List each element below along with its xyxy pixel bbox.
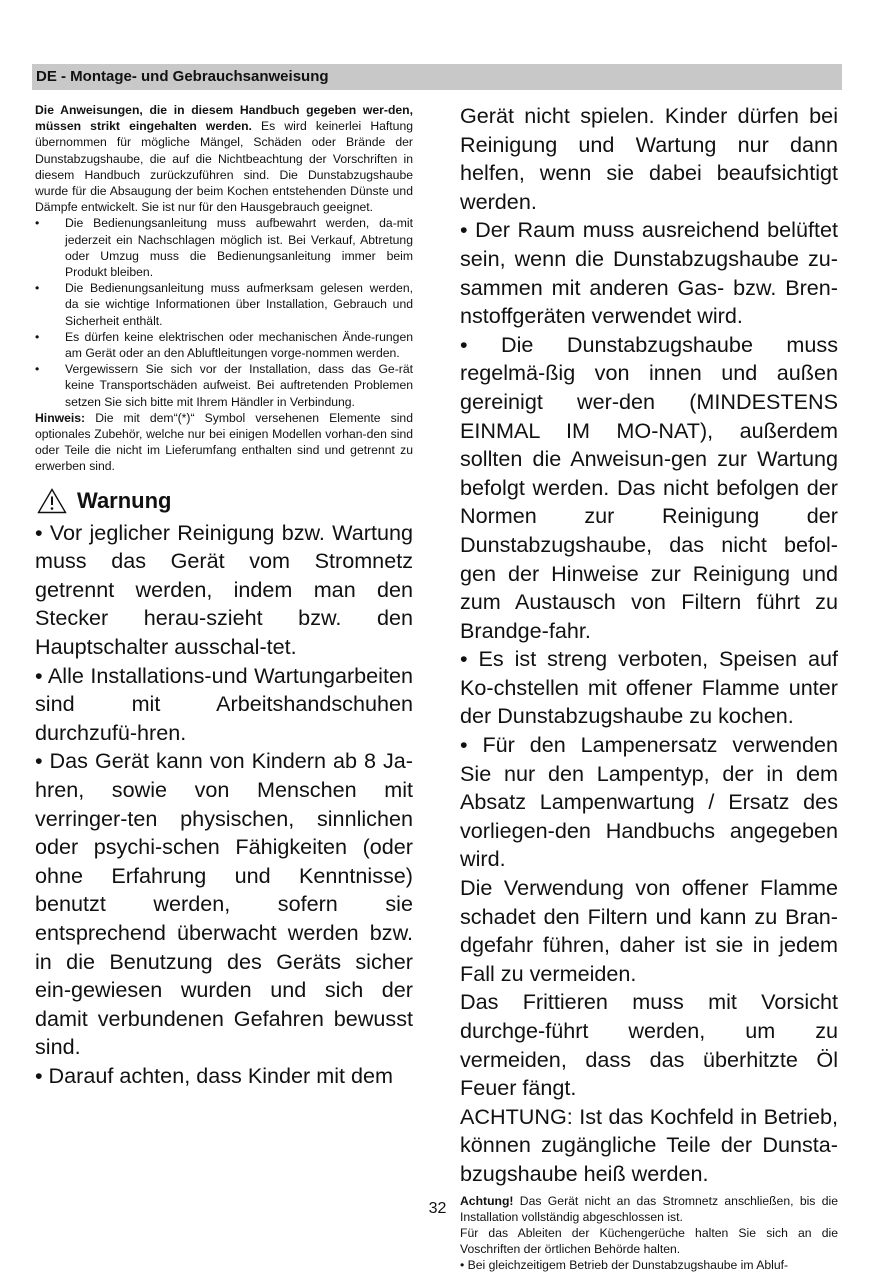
warning-title: Warnung: [77, 487, 172, 513]
safety-paragraph: • Für den Lampenersatz verwenden Sie nur den Lampentyp, der in dem Absatz Lampenwartung / Ersatz des vorliegen-den Handbuchs angegeben wird.: [460, 732, 838, 872]
caution-text: Das Gerät nicht an das Stromnetz anschließen, bis die Installation vollständig abgeschlossen ist.: [460, 1193, 838, 1224]
bullet-icon: •: [35, 216, 40, 231]
warning-triangle-icon: [37, 488, 67, 514]
hint-paragraph: [35, 410, 413, 475]
intro-bold-text: Die Anweisungen, die in diesem Handbuch gegeben wer-den, müssen strikt eingehalten werden.: [35, 103, 413, 134]
hint-label: Hinweis:: [35, 410, 86, 425]
safety-paragraph: • Die Dunstabzugshaube muss regelmä-ßig von innen und außen gereinigt wer-den (MINDESTENS EINMAL IM MO-NAT), außerdem sollten die Anweisun-gen zur Wartung befolgt werden. Das nicht befolgen der Normen zur Reinigung der Dunstabzugshaube, das nicht befol-gen der Hinweise zur Reinigung und zum Austausch von Filtern führt zu Brandge-fahr.: [460, 331, 838, 643]
bullet-icon: •: [35, 281, 40, 296]
caution-label: Achtung!: [460, 1193, 514, 1208]
safety-paragraph: Das Frittieren muss mit Vorsicht durchge-führt werden, um zu vermeiden, dass das überhitzte Öl Feuer fängt.: [460, 989, 838, 1101]
safety-paragraph: ACHTUNG: Ist das Kochfeld in Betrieb, können zugängliche Teile der Dunsta-bzugshaube heiß werden.: [460, 1103, 838, 1186]
page-number: 32: [428, 1200, 447, 1217]
left-column: [35, 102, 413, 1091]
safety-paragraph: Die Verwendung von offener Flamme schadet den Filtern und kann zu Bran-dgefahr führen, daher ist sie in jedem Fall zu vermeiden.: [460, 875, 838, 986]
bullet-icon: •: [35, 329, 40, 344]
hint-text: Die mit dem“(*)“ Symbol versehenen Elemente sind optionales Zubehör, welche nur bei einigen Modellen vorhan-den sind oder Teile die nicht im Lieferumfang enthalten sind und getrennt zu erwerben sind.: [35, 410, 413, 474]
note-paragraph: Für das Ableiten der Küchengerüche halten Sie sich an die Voschriften der örtlichen Behörde halten.: [460, 1225, 838, 1257]
safety-paragraph: • Der Raum muss ausreichend belüftet sein, wenn die Dunstabzugshaube zu-sammen mit anderen Gas- bzw. Bren-nstoffgeräten verwendet wird.: [460, 217, 838, 329]
note-paragraph: • Bei gleichzeitigem Betrieb der Dunstabzugshaube im Abluf-: [460, 1258, 789, 1273]
list-item: • Vergewissern Sie sich vor der Installation, dass das Ge-rät keine Transportschäden aufweist. Bei auftretenden Problemen setzen Sie sich bitte mit Ihrem Händler in Verbindung.: [35, 362, 413, 409]
warning-heading: [37, 487, 413, 515]
instruction-list: [35, 215, 413, 409]
safety-paragraph: Gerät nicht spielen. Kinder dürfen bei Reinigung und Wartung nur dann helfen, wenn sie dabei beaufsichtigt werden.: [460, 103, 838, 214]
warning-paragraph: • Vor jeglicher Reinigung bzw. Wartung muss das Gerät vom Stromnetz getrennt werden, indem man den Stecker herau-szieht bzw. den Hauptschalter ausschal-tet.: [35, 519, 413, 660]
intro-paragraph: [35, 102, 413, 215]
right-column: [460, 102, 838, 1274]
safety-block: [460, 102, 838, 1189]
section-header: DE - Montage- und Gebrauchsanweisung: [32, 64, 842, 90]
list-item: • Die Bedienungsanleitung muss aufmerksam gelesen werden, da sie wichtige Informationen über Installation, Gebrauch und Sicherheit enthält.: [35, 281, 413, 328]
safety-paragraph: • Es ist streng verboten, Speisen auf Ko-chstellen mit offener Flamme unter der Dunstabzugshaube zu kochen.: [460, 646, 838, 729]
warning-paragraph: • Alle Installations-und Wartungarbeiten sind mit Arbeitshandschuhen durchzufü-hren.: [35, 662, 413, 745]
list-item: • Die Bedienungsanleitung muss aufbewahrt werden, da-mit jederzeit ein Nachschlagen möglich ist. Bei Verkauf, Abtretung oder Umzug muss die Bedienungsanleitung immer beim Produkt bleiben.: [35, 216, 413, 280]
bullet-icon: •: [35, 362, 40, 377]
intro-block: [35, 102, 413, 475]
list-item: • Es dürfen keine elektrischen oder mechanischen Ände-rungen am Gerät oder an den Abluftleitungen vorge-nommen werden.: [35, 329, 413, 361]
warning-block: [35, 519, 413, 1091]
intro-text: Es wird keinerlei Haftung übernommen für mögliche Mängel, Schäden oder Brände der Dunstabzugshaube, die auf die Nichtbeachtung der Vorschriften in diesem Handbuch zurückzuführen sind. Die Dunstabzugshaube wurde für die Absaugung der beim Kochen entstehenden Dünste und Dämpfe entwickelt. Sie ist nur für den Hausgebrauch geeignet.: [35, 119, 414, 215]
warning-paragraph: • Das Gerät kann von Kindern ab 8 Ja-hren, sowie von Menschen mit verringer-ten physischen, sinnlichen oder psychi-schen Fähigkeiten (oder ohne Erfahrung und Kenntnisse) benutzt werden, sofern sie entsprechend überwacht werden bzw. in die Benutzung des Geräts sicher ein-gewiesen wurden und sich der damit verbundenen Gefahren bewusst sind.: [35, 748, 413, 1060]
warning-paragraph: • Darauf achten, dass Kinder mit dem: [35, 1062, 394, 1088]
